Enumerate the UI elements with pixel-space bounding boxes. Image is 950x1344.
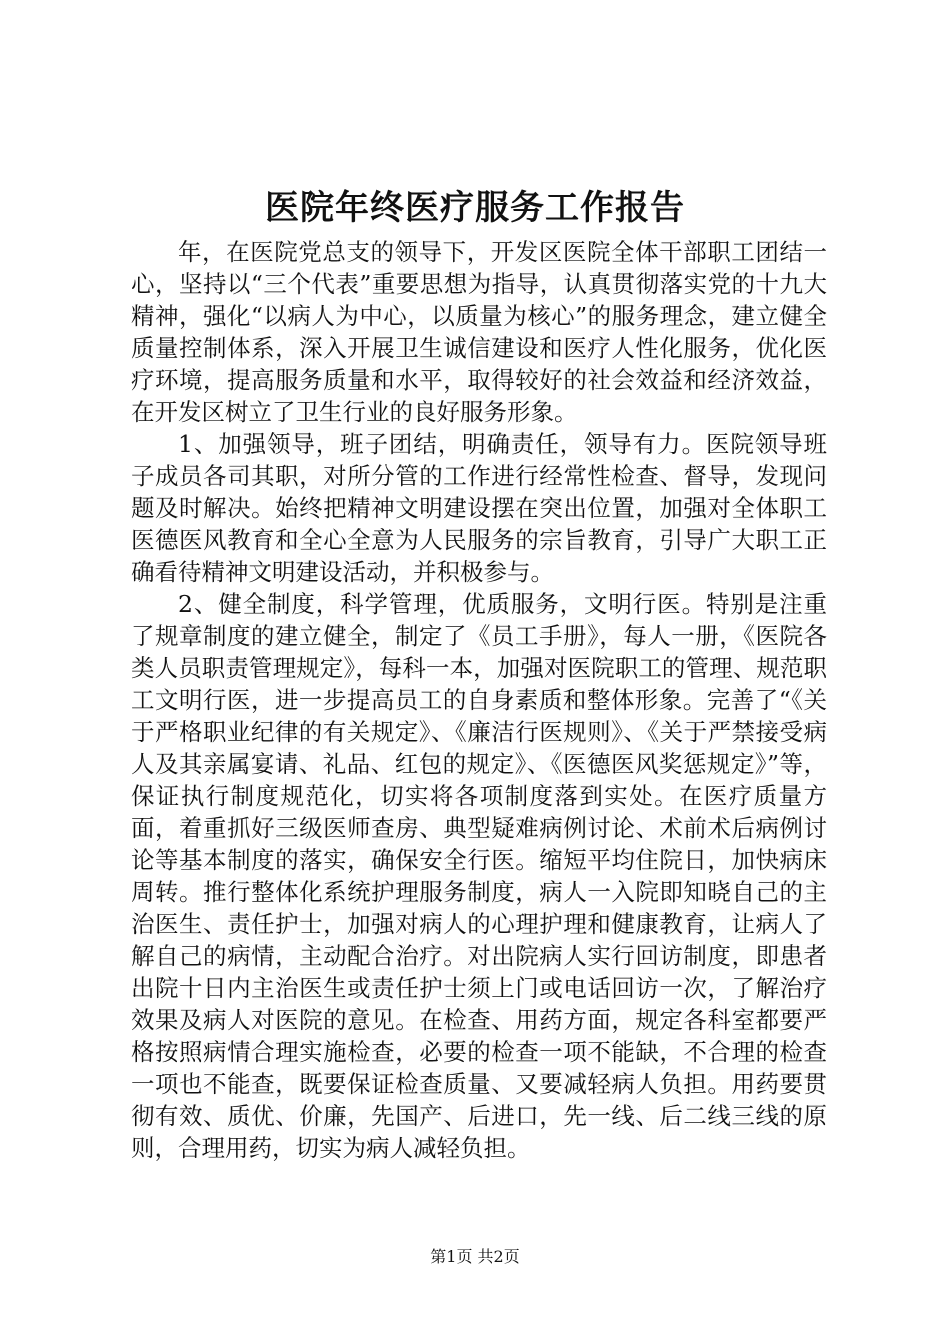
document-body bbox=[131, 236, 827, 1164]
paragraph-intro: 年，在医院党总支的领导下，开发区医院全体干部职工团结一心，坚持以“三个代表”重要思想为指导，认真贯彻落实党的十九大精神，强化“以病人为中心，以质量为核心”的服务理念，建立健全质量控制体系，深入开展卫生诚信建设和医疗人性化服务，优化医疗环境，提高服务质量和水平，取得较好的社会效益和经济效益，在开发区树立了卫生行业的良好服务形象。 bbox=[131, 238, 827, 426]
paragraph-institutions: 2、健全制度，科学管理，优质服务，文明行医。特别是注重了规章制度的建立健全，制定了《员工手册》，每人一册，《医院各类人员职责管理规定》，每科一本，加强对医院职工的管理、规范职工文明行医，进一步提高员工的自身素质和整体形象。完善了“《关于严格职业纪律的有关规定》、《廉洁行医规则》、《关于严禁接受病人及其亲属宴请、礼品、红包的规定》、《医德医风奖惩规定》”等，保证执行制度规范化，切实将各项制度落到实处。在医疗质量方面，着重抓好三级医师查房、典型疑难病例讨论、术前术后病例讨论等基本制度的落实，确保安全行医。缩短平均住院日，加快病床周转。推行整体化系统护理服务制度，病人一入院即知晓自己的主治医生、责任护士，加强对病人的心理护理和健康教育，让病人了解自己的病情，主动配合治疗。对出院病人实行回访制度，即患者出院十日内主治医生或责任护士须上门或电话回访一次，了解治疗效果及病人对医院的意见。在检查、用药方面，规定各科室都要严格按照病情合理实施检查，必要的检查一项不能缺，不合理的检查一项也不能查，既要保证检查质量、又要减轻病人负担。用药要贯彻有效、质优、价廉，先国产、后进口，先一线、后二线三线的原则，合理用药，切实为病人减轻负担。 bbox=[131, 590, 827, 1162]
paragraph-leadership: 1、加强领导，班子团结，明确责任，领导有力。医院领导班子成员各司其职，对所分管的工作进行经常性检查、督导，发现问题及时解决。始终把精神文明建设摆在突出位置，加强对全体职工医德医风教育和全心全意为人民服务的宗旨教育，引导广大职工正确看待精神文明建设活动，并积极参与。 bbox=[131, 430, 827, 586]
page-footer: 第1页 共2页 bbox=[430, 1247, 520, 1266]
document-title: 医院年终医疗服务工作报告 bbox=[265, 188, 685, 228]
